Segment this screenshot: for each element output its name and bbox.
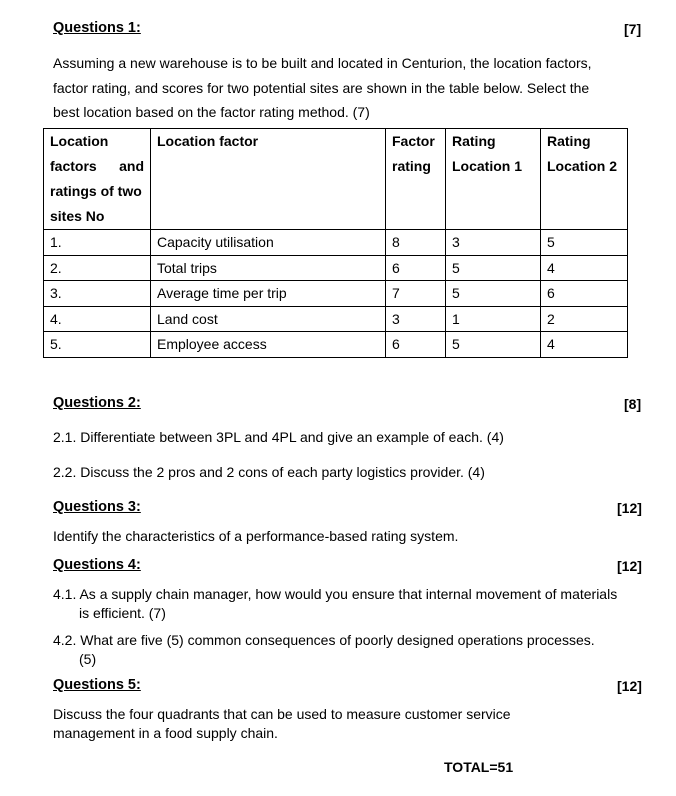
q4-marks: [12] — [617, 558, 642, 574]
header-location-factor: Location factor — [151, 129, 386, 230]
cell-factor: Total trips — [151, 255, 386, 281]
table-row — [44, 281, 628, 307]
q2-item-1: 2.1. Differentiate between 3PL and 4PL and give an example of each. (4) — [53, 429, 504, 445]
cell-factor: Capacity utilisation — [151, 230, 386, 256]
cell-no: 2. — [44, 255, 151, 281]
q1-text: Assuming a new warehouse is to be built and located in Centurion, the location factors, factor rating, and scores for two potential sites are shown in the table below. Select the best location based on the factor rating method. (7) — [53, 55, 592, 120]
q3-marks: [12] — [617, 500, 642, 516]
q1-marks: [7] — [624, 21, 642, 37]
cell-no: 1. — [44, 230, 151, 256]
cell-loc1: 5 — [446, 281, 541, 307]
header-rating-location-2: Rating Location 2 — [541, 129, 628, 230]
header-factor-rating: Factor rating — [386, 129, 446, 230]
total-marks: TOTAL=51 — [444, 759, 514, 775]
q3-heading: Questions 3: — [53, 499, 141, 515]
q3-text: Identify the characteristics of a performance-based rating system. — [53, 528, 459, 544]
table-row — [44, 255, 628, 281]
table-row — [44, 306, 628, 332]
cell-loc2: 4 — [541, 255, 628, 281]
cell-rating: 6 — [386, 255, 446, 281]
q5-text: Discuss the four quadrants that can be used to measure customer service management in a food supply chain. — [53, 706, 511, 741]
table-header-row — [44, 129, 628, 230]
cell-loc2: 5 — [541, 230, 628, 256]
cell-loc2: 2 — [541, 306, 628, 332]
cell-factor: Land cost — [151, 306, 386, 332]
q4-item-1: 4.1. As a supply chain manager, how would you ensure that internal movement of materials is efficient. (7) — [53, 586, 618, 621]
q5-heading: Questions 5: — [53, 677, 141, 693]
table-row — [44, 332, 628, 358]
cell-rating: 3 — [386, 306, 446, 332]
cell-factor: Employee access — [151, 332, 386, 358]
cell-rating: 7 — [386, 281, 446, 307]
cell-loc2: 6 — [541, 281, 628, 307]
cell-loc2: 4 — [541, 332, 628, 358]
cell-loc1: 5 — [446, 332, 541, 358]
cell-factor: Average time per trip — [151, 281, 386, 307]
cell-no: 4. — [44, 306, 151, 332]
table-row — [44, 230, 628, 256]
cell-loc1: 3 — [446, 230, 541, 256]
q4-item-2: 4.2. What are five (5) common consequences of poorly designed operations processes.(5) — [53, 632, 595, 667]
cell-no: 5. — [44, 332, 151, 358]
header-sites-no: Location factors and ratings of two sites No — [44, 129, 151, 230]
cell-no: 3. — [44, 281, 151, 307]
q2-heading: Questions 2: — [53, 395, 141, 411]
q1-heading: Questions 1: — [53, 20, 141, 36]
cell-loc1: 5 — [446, 255, 541, 281]
location-factor-table — [43, 128, 628, 358]
cell-rating: 6 — [386, 332, 446, 358]
header-rating-location-1: Rating Location 1 — [446, 129, 541, 230]
cell-loc1: 1 — [446, 306, 541, 332]
cell-rating: 8 — [386, 230, 446, 256]
q2-marks: [8] — [624, 396, 642, 412]
q4-heading: Questions 4: — [53, 557, 141, 573]
q2-item-2: 2.2. Discuss the 2 pros and 2 cons of each party logistics provider. (4) — [53, 464, 485, 480]
q5-marks: [12] — [617, 678, 642, 694]
